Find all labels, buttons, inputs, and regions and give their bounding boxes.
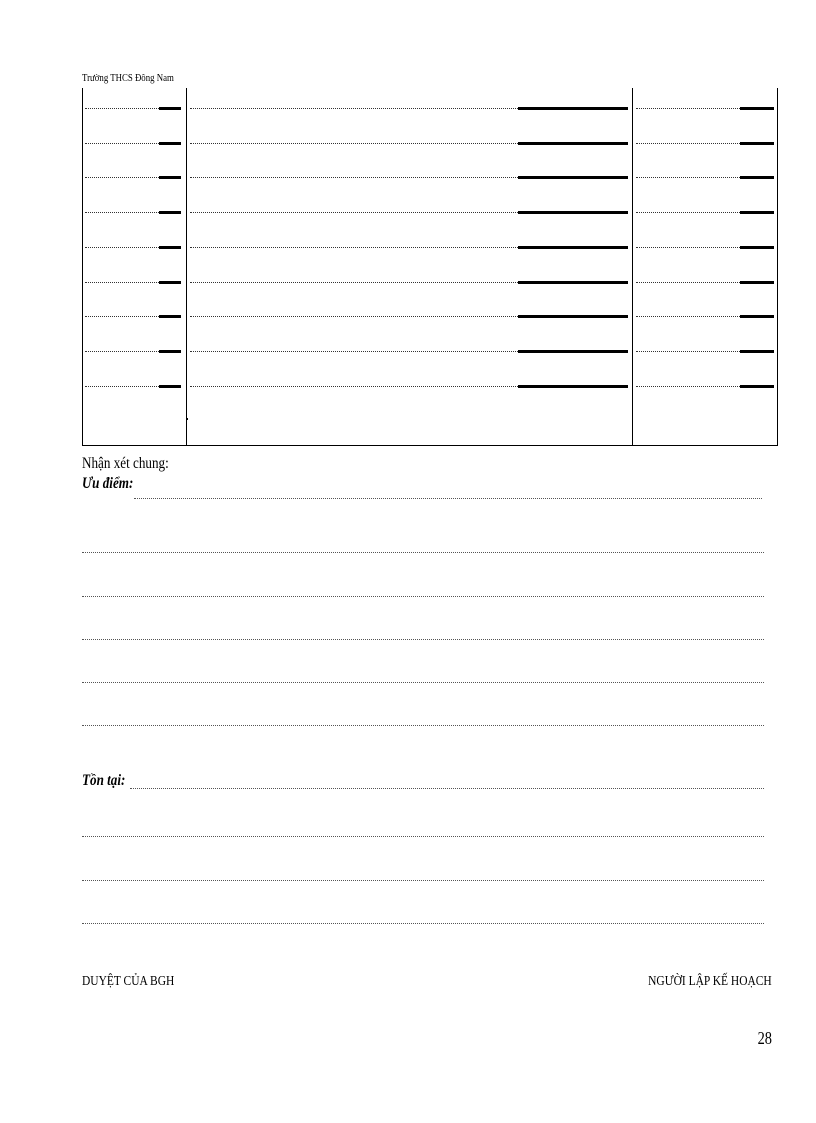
row-solid-line bbox=[518, 315, 628, 318]
row-dotted-line bbox=[636, 316, 740, 317]
row-solid-line bbox=[518, 246, 628, 249]
row-dotted-line bbox=[190, 108, 518, 109]
table-row bbox=[82, 246, 778, 250]
table-row bbox=[82, 211, 778, 215]
row-solid-line bbox=[159, 246, 181, 249]
planner-signature-label: NGƯỜI LẬP KẾ HOẠCH bbox=[648, 974, 772, 989]
strengths-line-1 bbox=[134, 498, 762, 499]
row-dotted-line bbox=[85, 212, 159, 213]
row-solid-line bbox=[518, 281, 628, 284]
row-dotted-line bbox=[85, 143, 159, 144]
weaknesses-line-1 bbox=[130, 788, 764, 789]
row-dotted-line bbox=[85, 108, 159, 109]
row-solid-line bbox=[518, 385, 628, 388]
row-solid-line bbox=[518, 107, 628, 110]
table-row bbox=[82, 176, 778, 180]
weaknesses-line-3 bbox=[82, 880, 764, 881]
weaknesses-line-4 bbox=[82, 923, 764, 924]
table-row bbox=[82, 315, 778, 319]
row-solid-line bbox=[518, 142, 628, 145]
row-solid-line bbox=[518, 350, 628, 353]
row-dotted-line bbox=[85, 316, 159, 317]
row-solid-line bbox=[518, 176, 628, 179]
table-row bbox=[82, 350, 778, 354]
row-solid-line bbox=[740, 142, 774, 145]
weaknesses-line-2 bbox=[82, 836, 764, 837]
row-dotted-line bbox=[85, 282, 159, 283]
row-solid-line bbox=[159, 142, 181, 145]
row-solid-line bbox=[740, 246, 774, 249]
row-solid-line bbox=[518, 211, 628, 214]
row-dotted-line bbox=[85, 351, 159, 352]
row-solid-line bbox=[740, 315, 774, 318]
strengths-line-5 bbox=[82, 682, 764, 683]
row-solid-line bbox=[740, 176, 774, 179]
weaknesses-label: Tồn tại: bbox=[82, 772, 126, 789]
table-border-bottom bbox=[82, 445, 778, 446]
row-solid-line bbox=[159, 385, 181, 388]
row-solid-line bbox=[159, 315, 181, 318]
dot-mark bbox=[186, 418, 188, 420]
table-row bbox=[82, 385, 778, 389]
row-solid-line bbox=[740, 350, 774, 353]
row-dotted-line bbox=[636, 143, 740, 144]
row-dotted-line bbox=[190, 386, 518, 387]
row-solid-line bbox=[740, 281, 774, 284]
row-solid-line bbox=[159, 107, 181, 110]
row-solid-line bbox=[159, 281, 181, 284]
strengths-line-2 bbox=[82, 552, 764, 553]
row-dotted-line bbox=[636, 177, 740, 178]
row-dotted-line bbox=[190, 282, 518, 283]
row-dotted-line bbox=[636, 351, 740, 352]
row-dotted-line bbox=[636, 282, 740, 283]
table-row bbox=[82, 281, 778, 285]
row-dotted-line bbox=[190, 177, 518, 178]
table-row bbox=[82, 107, 778, 111]
row-dotted-line bbox=[636, 386, 740, 387]
strengths-line-6 bbox=[82, 725, 764, 726]
strengths-label: Ưu điểm: bbox=[82, 475, 134, 492]
row-dotted-line bbox=[85, 177, 159, 178]
row-solid-line bbox=[740, 107, 774, 110]
row-dotted-line bbox=[636, 247, 740, 248]
table-row bbox=[82, 142, 778, 146]
blank-table bbox=[82, 88, 778, 446]
row-dotted-line bbox=[636, 212, 740, 213]
row-dotted-line bbox=[190, 316, 518, 317]
approval-signature-label: DUYỆT CỦA BGH bbox=[82, 974, 175, 989]
row-dotted-line bbox=[190, 247, 518, 248]
row-dotted-line bbox=[190, 143, 518, 144]
row-dotted-line bbox=[636, 108, 740, 109]
school-header: Trường THCS Đông Nam bbox=[82, 72, 174, 84]
row-dotted-line bbox=[190, 212, 518, 213]
row-solid-line bbox=[159, 350, 181, 353]
row-solid-line bbox=[159, 211, 181, 214]
row-dotted-line bbox=[85, 386, 159, 387]
row-solid-line bbox=[740, 385, 774, 388]
row-dotted-line bbox=[190, 351, 518, 352]
row-dotted-line bbox=[85, 247, 159, 248]
general-comments-title: Nhận xét chung: bbox=[82, 455, 169, 472]
strengths-line-4 bbox=[82, 639, 764, 640]
row-solid-line bbox=[740, 211, 774, 214]
row-solid-line bbox=[159, 176, 181, 179]
strengths-line-3 bbox=[82, 596, 764, 597]
page-number: 28 bbox=[757, 1028, 772, 1048]
